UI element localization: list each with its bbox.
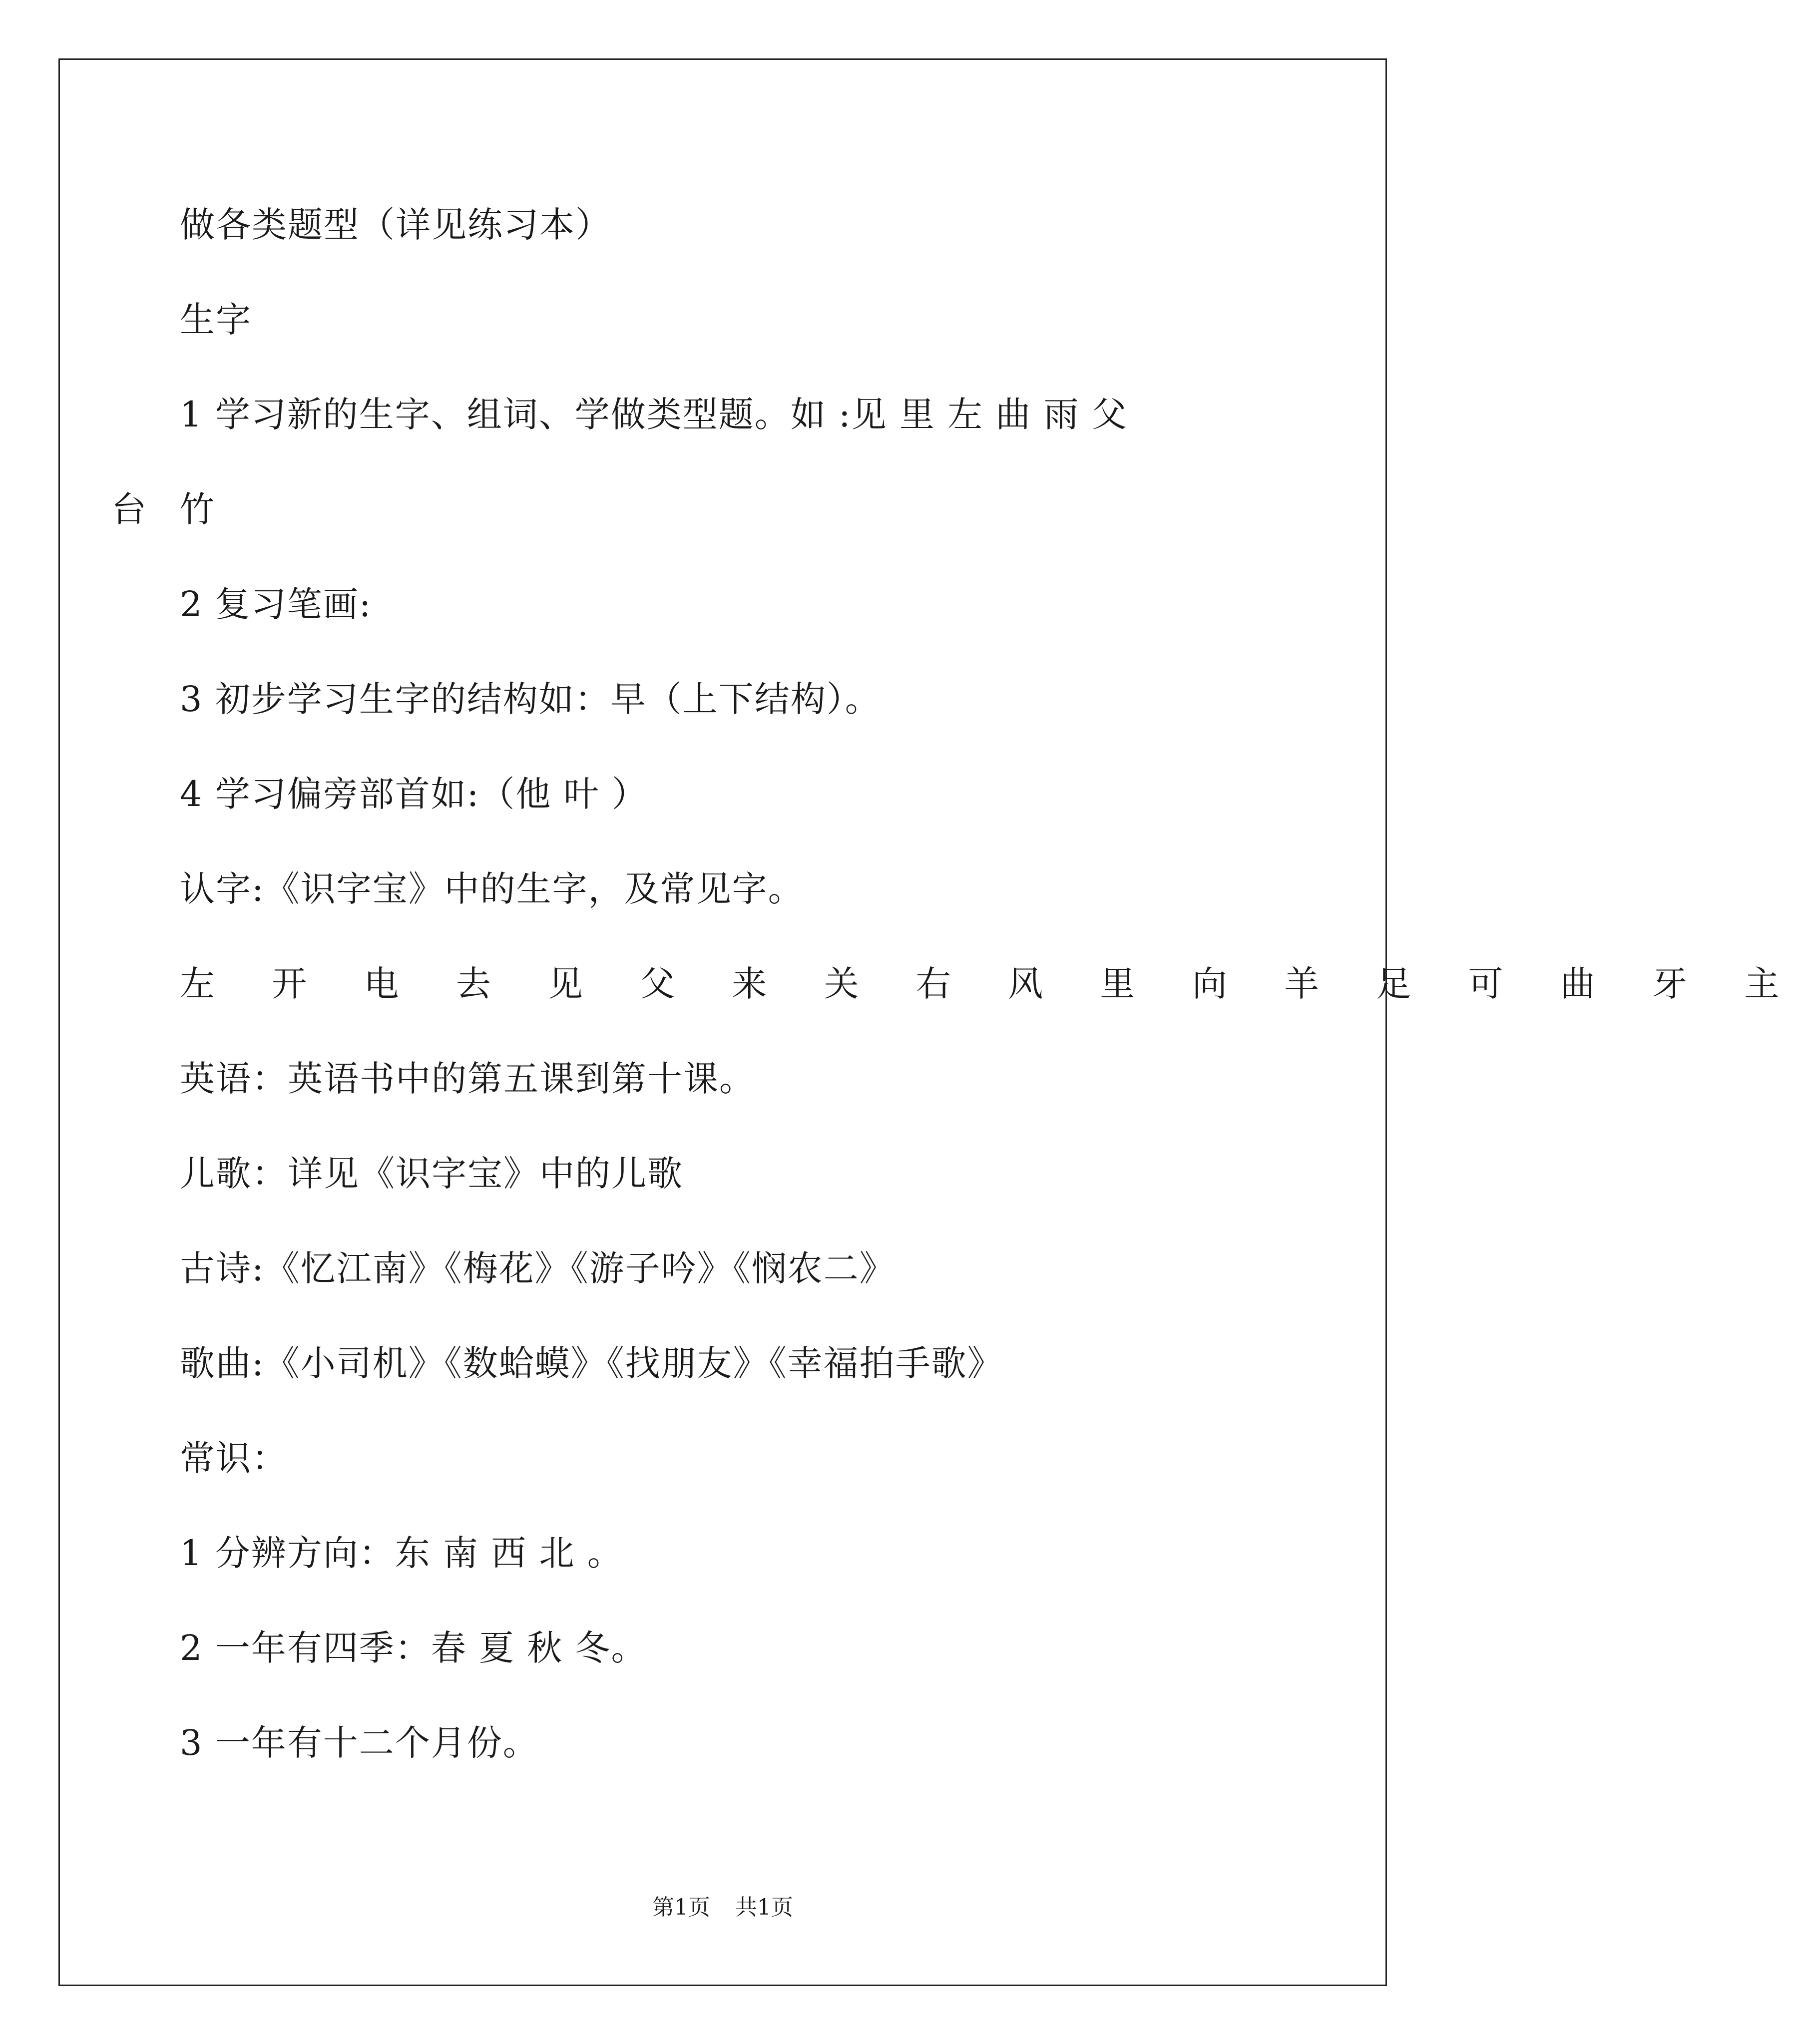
- text-line-6: 3 初步学习生字的结构如：早（上下结构）。: [180, 679, 881, 720]
- text-line-12: 古诗:《忆江南》《梅花》《游子吟》《悯农二》: [180, 1248, 896, 1289]
- page-border: [58, 58, 1387, 1986]
- text-line-10: 英语：英语书中的第五课到第十课。: [180, 1058, 755, 1099]
- text-line-11: 儿歌：详见《识字宝》中的儿歌: [180, 1153, 683, 1194]
- text-line-14: 常识：: [180, 1438, 288, 1479]
- page-footer: [0, 1893, 1445, 1923]
- text-line-4: 台 竹: [111, 489, 226, 530]
- text-line-16: 2 一年有四季：春 夏 秋 冬。: [180, 1628, 647, 1668]
- text-line-13: 歌曲:《小司机》《数蛤蟆》《找朋友》《幸福拍手歌》: [180, 1343, 1003, 1384]
- text-line-8: 认字:《识字宝》中的生字，及常见字。: [180, 868, 804, 909]
- text-line-3: 1 学习新的生字、组词、学做类型题。如 :见 里 左 曲 雨 父: [180, 394, 1128, 435]
- text-line-7: 4 学习偏旁部首如:（他 叶 ）: [180, 774, 648, 815]
- page-number-total: 共1页: [735, 1895, 793, 1920]
- page-number-current: 第1页: [652, 1895, 710, 1920]
- text-line-15: 1 分辨方向：东 南 西 北 。: [180, 1533, 623, 1574]
- text-line-17: 3 一年有十二个月份。: [180, 1722, 539, 1763]
- text-line-2: 生字: [180, 299, 252, 340]
- text-line-9: 左 开 电 去 见 父 来 关 右 风 里 向 羊 足 可 曲 牙 主: [180, 963, 1802, 1004]
- text-line-1: 做各类题型（详见练习本）: [180, 204, 611, 245]
- text-line-5: 2 复习笔画:: [180, 584, 372, 625]
